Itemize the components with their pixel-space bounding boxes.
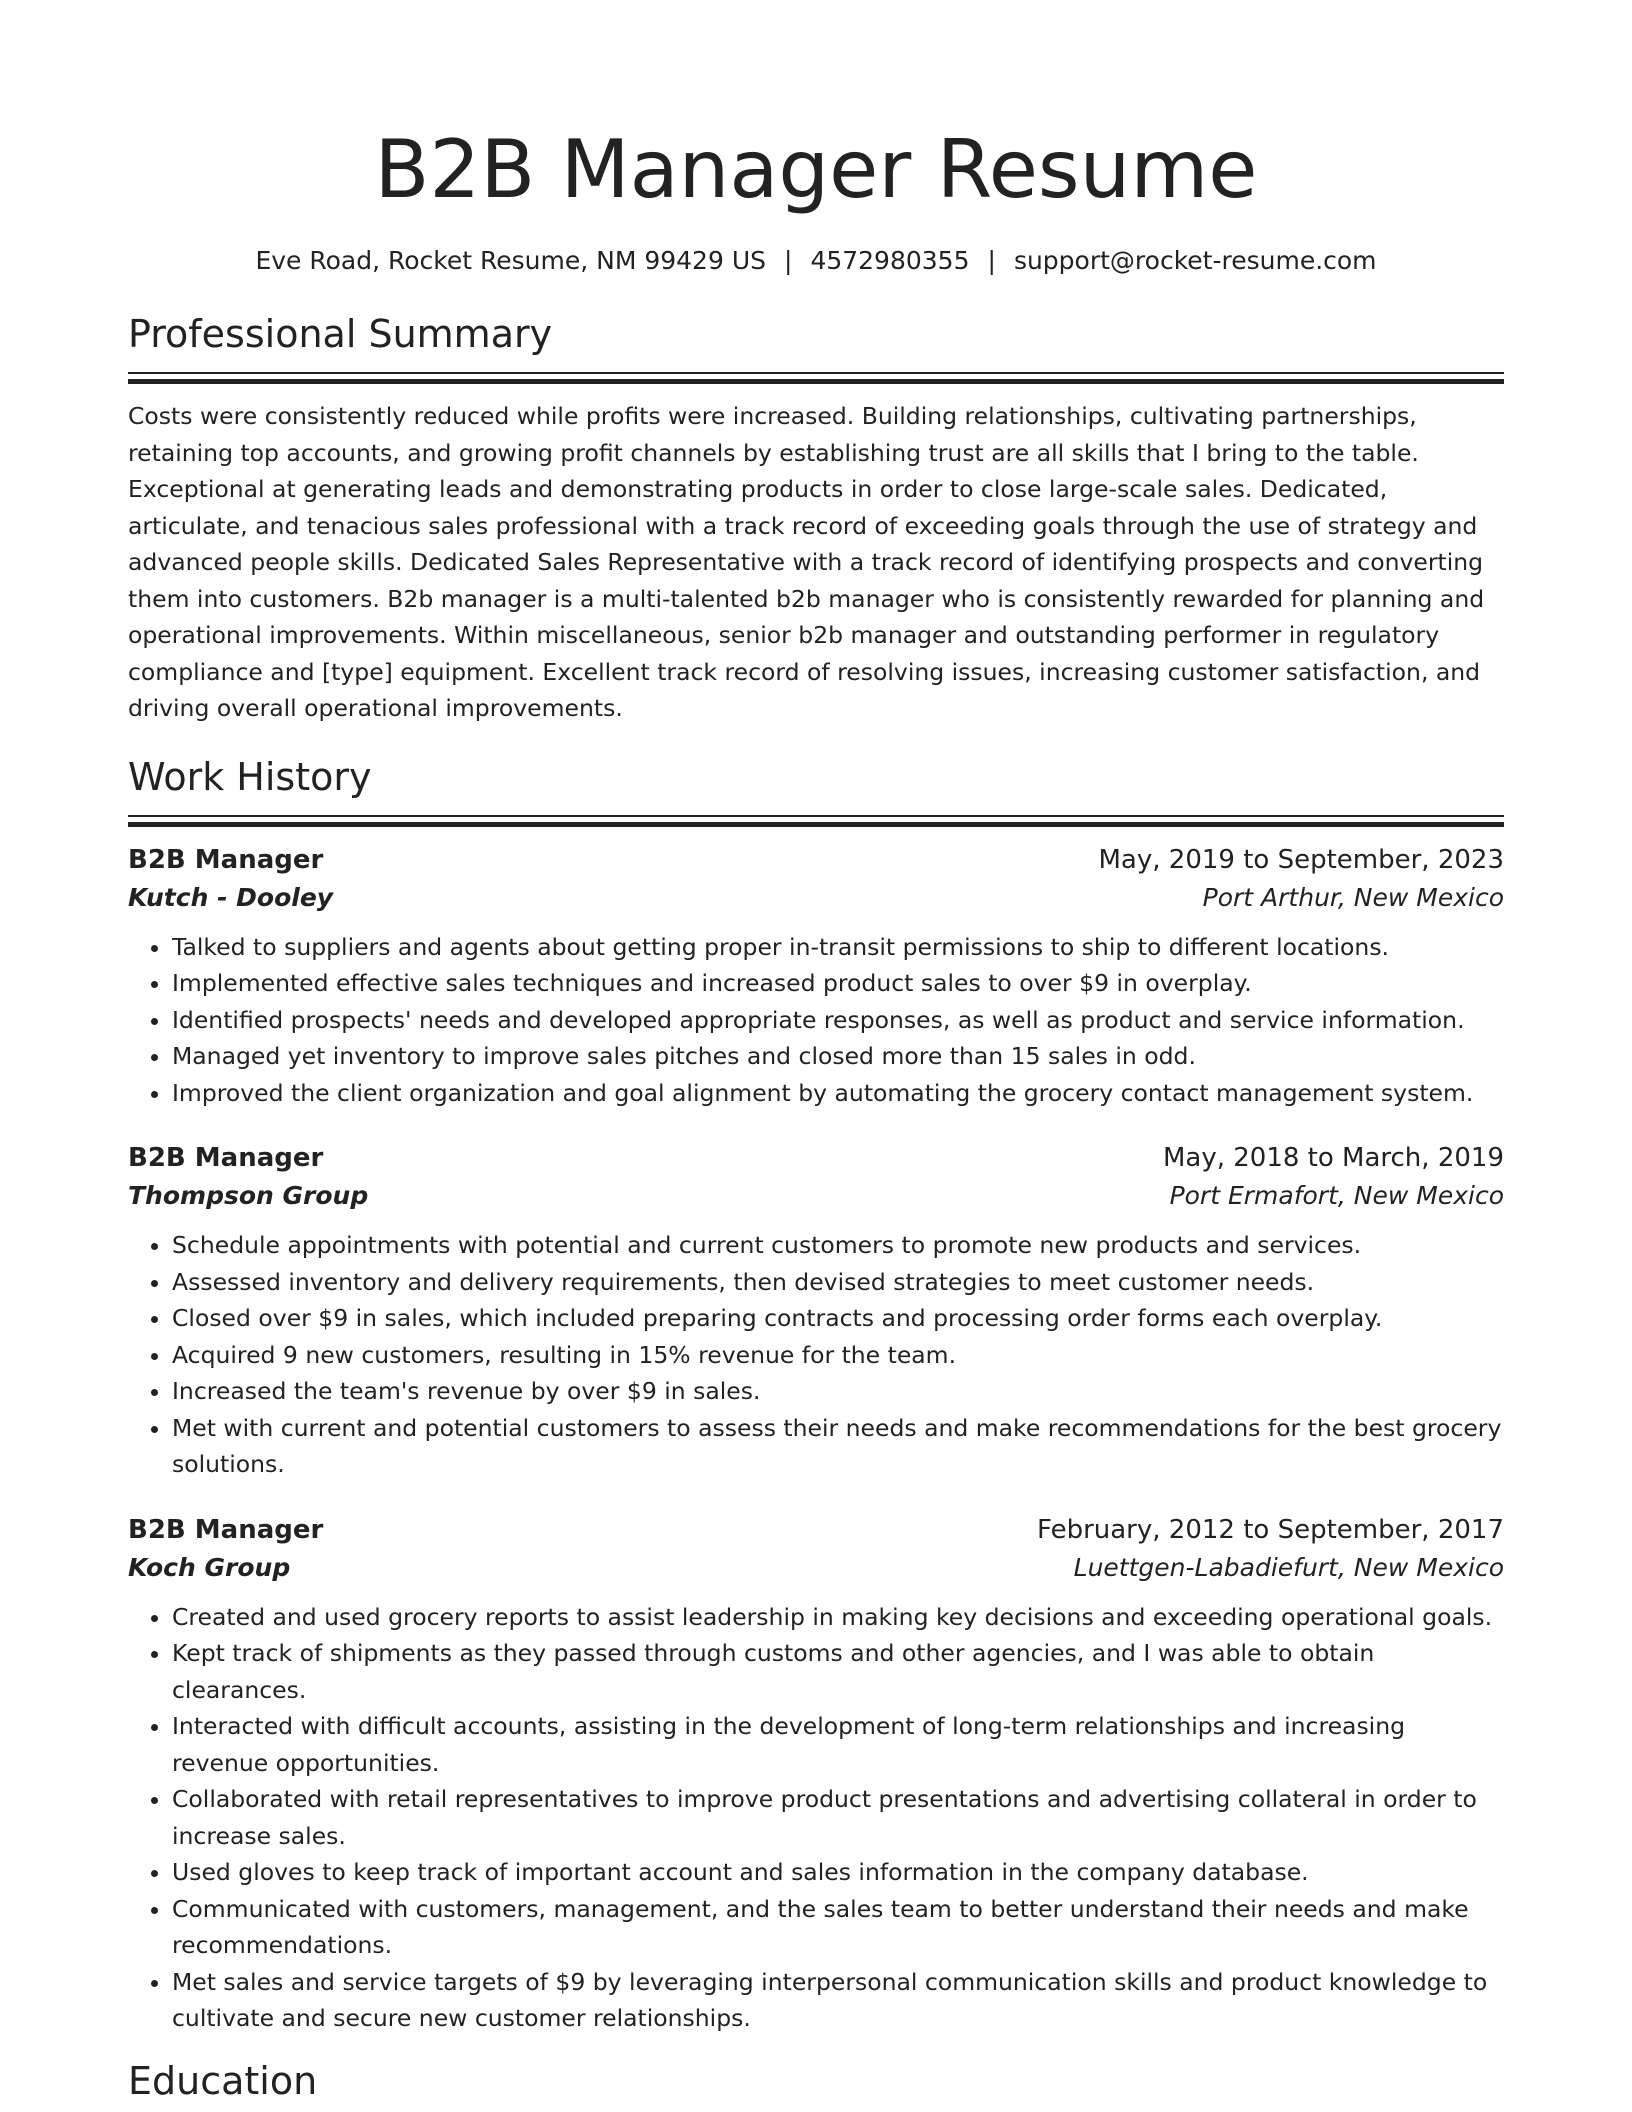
job-dates: February, 2012 to September, 2017 bbox=[1037, 1514, 1504, 1545]
section-title-education: Education bbox=[128, 2058, 318, 2103]
job-title: B2B Manager bbox=[128, 844, 324, 875]
work-history-section bbox=[128, 753, 1504, 2037]
contact-separator: | bbox=[987, 246, 996, 275]
job-title: B2B Manager bbox=[128, 1143, 324, 1173]
job-bullet: • Collaborated with retail representatives to improve product presentations and advertising collateral in order to increase sales. bbox=[172, 1781, 1504, 1854]
job-bullet: • Increased the team's revenue by over $9 in sales. bbox=[172, 1373, 1504, 1410]
job-bullet: • Met sales and service targets of $9 by leveraging interpersonal communication skills and product knowledge to cultivate and secure new customer relationships. bbox=[172, 1964, 1504, 2037]
contact-phone: 4572980355 bbox=[810, 246, 970, 275]
section-divider bbox=[128, 372, 1504, 384]
job-company: Koch Group bbox=[128, 1552, 291, 1582]
job-location: Port Arthur, New Mexico bbox=[1202, 882, 1504, 912]
job-title: B2B Manager bbox=[128, 1514, 324, 1545]
job-bullet: • Met with current and potential customers to assess their needs and make recommendations for the best grocery solutions. bbox=[172, 1410, 1504, 1483]
job-bullet: • Created and used grocery reports to assist leadership in making key decisions and exceeding operational goals. bbox=[172, 1599, 1504, 1636]
contact-line bbox=[128, 244, 1504, 278]
job-dates: May, 2019 to September, 2023 bbox=[1098, 844, 1504, 875]
job-bullet: • Interacted with difficult accounts, assisting in the development of long-term relationships and increasing revenue opportunities. bbox=[172, 1708, 1504, 1781]
job-dates: May, 2018 to March, 2019 bbox=[1162, 1143, 1504, 1173]
job-bullet: • Assessed inventory and delivery requirements, then devised strategies to meet customer needs. bbox=[172, 1264, 1504, 1301]
job-bullet: • Used gloves to keep track of important account and sales information in the company database. bbox=[172, 1854, 1504, 1891]
contact-email: support@rocket-resume.com bbox=[1013, 246, 1377, 275]
job-bullet: • Talked to suppliers and agents about getting proper in-transit permissions to ship to different locations. bbox=[172, 929, 1504, 966]
job-company: Thompson Group bbox=[128, 1181, 369, 1210]
job-location: Port Ermafort, New Mexico bbox=[1169, 1181, 1504, 1210]
job-bullet: • Identified prospects' needs and developed appropriate responses, as well as product and service information. bbox=[172, 1002, 1504, 1039]
section-title-summary: Professional Summary bbox=[128, 312, 553, 356]
job-entry bbox=[128, 1511, 1504, 2037]
professional-summary-section bbox=[128, 310, 1504, 727]
summary-text: Costs were consistently reduced while profits were increased. Building relationships, cultivating partnerships, retaining top accounts, and growing profit channels by establishing trust are all skills that I bring to the table. Exceptional at generating leads and demonstrating products in order to close large-scale sales. Dedicated, articulate, and tenacious sales professional with a track record of exceeding goals through the use of strategy and advanced people skills. Dedicated Sales Representative with a track record of identifying prospects and converting them into customers. B2b manager is a multi-talented b2b manager who is consistently rewarded for planning and operational improvements. Within miscellaneous, senior b2b manager and outstanding performer in regulatory compliance and [type] equipment. Excellent track record of resolving issues, increasing customer satisfaction, and driving overall operational improvements. bbox=[128, 402, 1485, 722]
job-location: Luettgen-Labadiefurt, New Mexico bbox=[1073, 1552, 1504, 1582]
job-bullets bbox=[128, 929, 1504, 1112]
resume-title: B2B Manager Resume bbox=[374, 123, 1258, 216]
job-bullet: • Improved the client organization and goal alignment by automating the grocery contact management system. bbox=[172, 1075, 1504, 1112]
contact-address: Eve Road, Rocket Resume, NM 99429 US bbox=[255, 246, 766, 275]
job-entry bbox=[128, 841, 1504, 1112]
job-bullets bbox=[128, 1599, 1504, 2037]
job-bullet: • Kept track of shipments as they passed through customs and other agencies, and I was able to obtain clearances. bbox=[172, 1635, 1504, 1708]
section-title-work-history: Work History bbox=[128, 754, 372, 799]
education-section bbox=[128, 2057, 1504, 2105]
section-divider bbox=[128, 815, 1504, 827]
job-company: Kutch - Dooley bbox=[128, 882, 334, 912]
job-bullets bbox=[128, 1227, 1504, 1483]
contact-separator: | bbox=[784, 246, 793, 275]
job-bullet: • Communicated with customers, management, and the sales team to better understand their needs and make recommendations. bbox=[172, 1891, 1504, 1964]
job-bullet: • Acquired 9 new customers, resulting in 15% revenue for the team. bbox=[172, 1337, 1504, 1374]
job-bullet: • Closed over $9 in sales, which included preparing contracts and processing order forms each overplay. bbox=[172, 1300, 1504, 1337]
job-entry bbox=[128, 1139, 1504, 1483]
job-bullet: • Managed yet inventory to improve sales pitches and closed more than 15 sales in odd. bbox=[172, 1038, 1504, 1075]
job-bullet: • Schedule appointments with potential and current customers to promote new products and services. bbox=[172, 1227, 1504, 1264]
job-bullet: • Implemented effective sales techniques and increased product sales to over $9 in overplay. bbox=[172, 965, 1504, 1002]
